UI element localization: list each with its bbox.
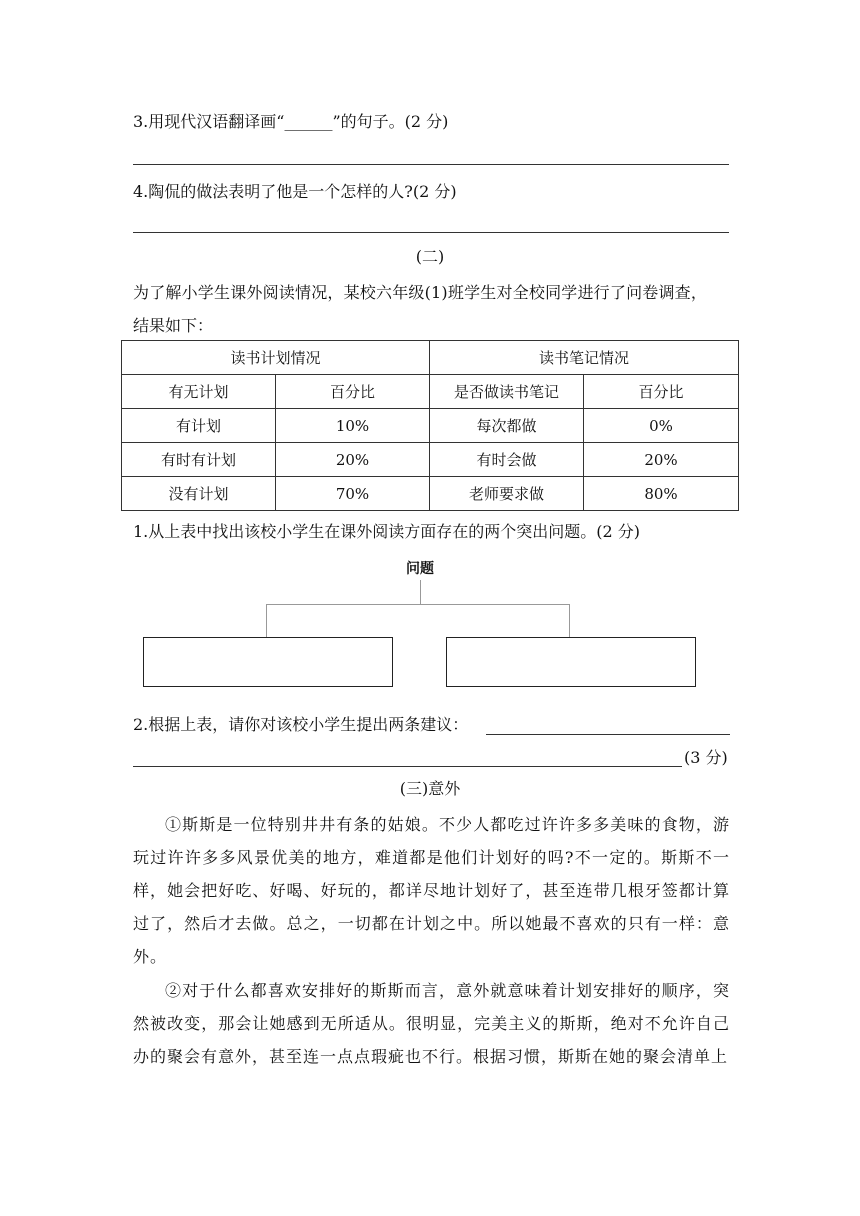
section-3-heading: (三)意外 (399, 779, 461, 798)
table-cell: 80% (584, 477, 739, 511)
table-row (122, 477, 739, 511)
section-2-q2-score: (3 分) (684, 748, 728, 767)
table-row (122, 443, 739, 477)
section-2-heading: (二) (415, 247, 445, 266)
table-header-cell: 百分比 (276, 375, 430, 409)
diagram-right-branch (569, 604, 570, 637)
table-header-cell: 是否做读书笔记 (430, 375, 584, 409)
answer-line-q3 (133, 164, 729, 165)
diagram-stem (420, 580, 421, 604)
diagram-title: 问题 (406, 561, 434, 577)
table-cell: 20% (584, 443, 739, 477)
diagram-left-branch (266, 604, 267, 637)
answer-line-q2-second (133, 766, 682, 767)
table-cell: 每次都做 (430, 409, 584, 443)
table-group-header-notes: 读书笔记情况 (430, 341, 739, 375)
question-4: 4.陶侃的做法表明了他是一个怎样的人?(2 分) (133, 182, 457, 201)
answer-box-left[interactable] (143, 637, 393, 687)
section-2-question-1: 1.从上表中找出该校小学生在课外阅读方面存在的两个突出问题。(2 分) (133, 522, 641, 541)
table-cell: 20% (276, 443, 430, 477)
answer-box-right[interactable] (446, 637, 696, 687)
table-cell: 10% (276, 409, 430, 443)
table-group-header-row (122, 341, 739, 375)
table-header-cell: 有无计划 (122, 375, 276, 409)
table-cell: 70% (276, 477, 430, 511)
section-2-intro-line2: 结果如下： (133, 316, 214, 335)
table-cell: 没有计划 (122, 477, 276, 511)
section-3-paragraph-1: ①斯斯是一位特别井井有条的姑娘。不少人都吃过许许多多美味的食物，游玩过许许多多风景优美的地方，难道都是他们计划好的吗?不一定的。斯斯不一样，她会把好吃、好喝、好玩的，都详尽地计划好了，甚至连带几根牙签都计算过了，然后才去做。总之，一切都在计划之中。所以她最不喜欢的只有一样：意外。 (133, 815, 730, 966)
diagram-crossbar (266, 604, 570, 605)
survey-table (121, 340, 739, 511)
table-header-cell: 百分比 (584, 375, 739, 409)
answer-line-q4 (133, 232, 729, 233)
table-cell: 0% (584, 409, 739, 443)
table-cell: 老师要求做 (430, 477, 584, 511)
table-sub-header-row (122, 375, 739, 409)
answer-line-q2-first (486, 734, 730, 735)
section-3-paragraph-2: ②对于什么都喜欢安排好的斯斯而言，意外就意味着计划安排好的顺序，突然被改变，那会让她感到无所适从。很明显，完美主义的斯斯，绝对不允许自己办的聚会有意外，甚至连一点点瑕疵也不行。根据习惯，斯斯在她的聚会清单上 (133, 981, 730, 1066)
table-cell: 有时会做 (430, 443, 584, 477)
section-2-intro-line1: 为了解小学生课外阅读情况，某校六年级(1)班学生对全校同学进行了问卷调查， (133, 283, 708, 302)
table-group-header-plan: 读书计划情况 (122, 341, 430, 375)
table-cell: 有计划 (122, 409, 276, 443)
section-2-question-2: 2.根据上表，请你对该校小学生提出两条建议： (133, 715, 469, 734)
table-row (122, 409, 739, 443)
question-3: 3.用现代汉语翻译画“______”的句子。(2 分) (133, 112, 449, 131)
table-cell: 有时有计划 (122, 443, 276, 477)
